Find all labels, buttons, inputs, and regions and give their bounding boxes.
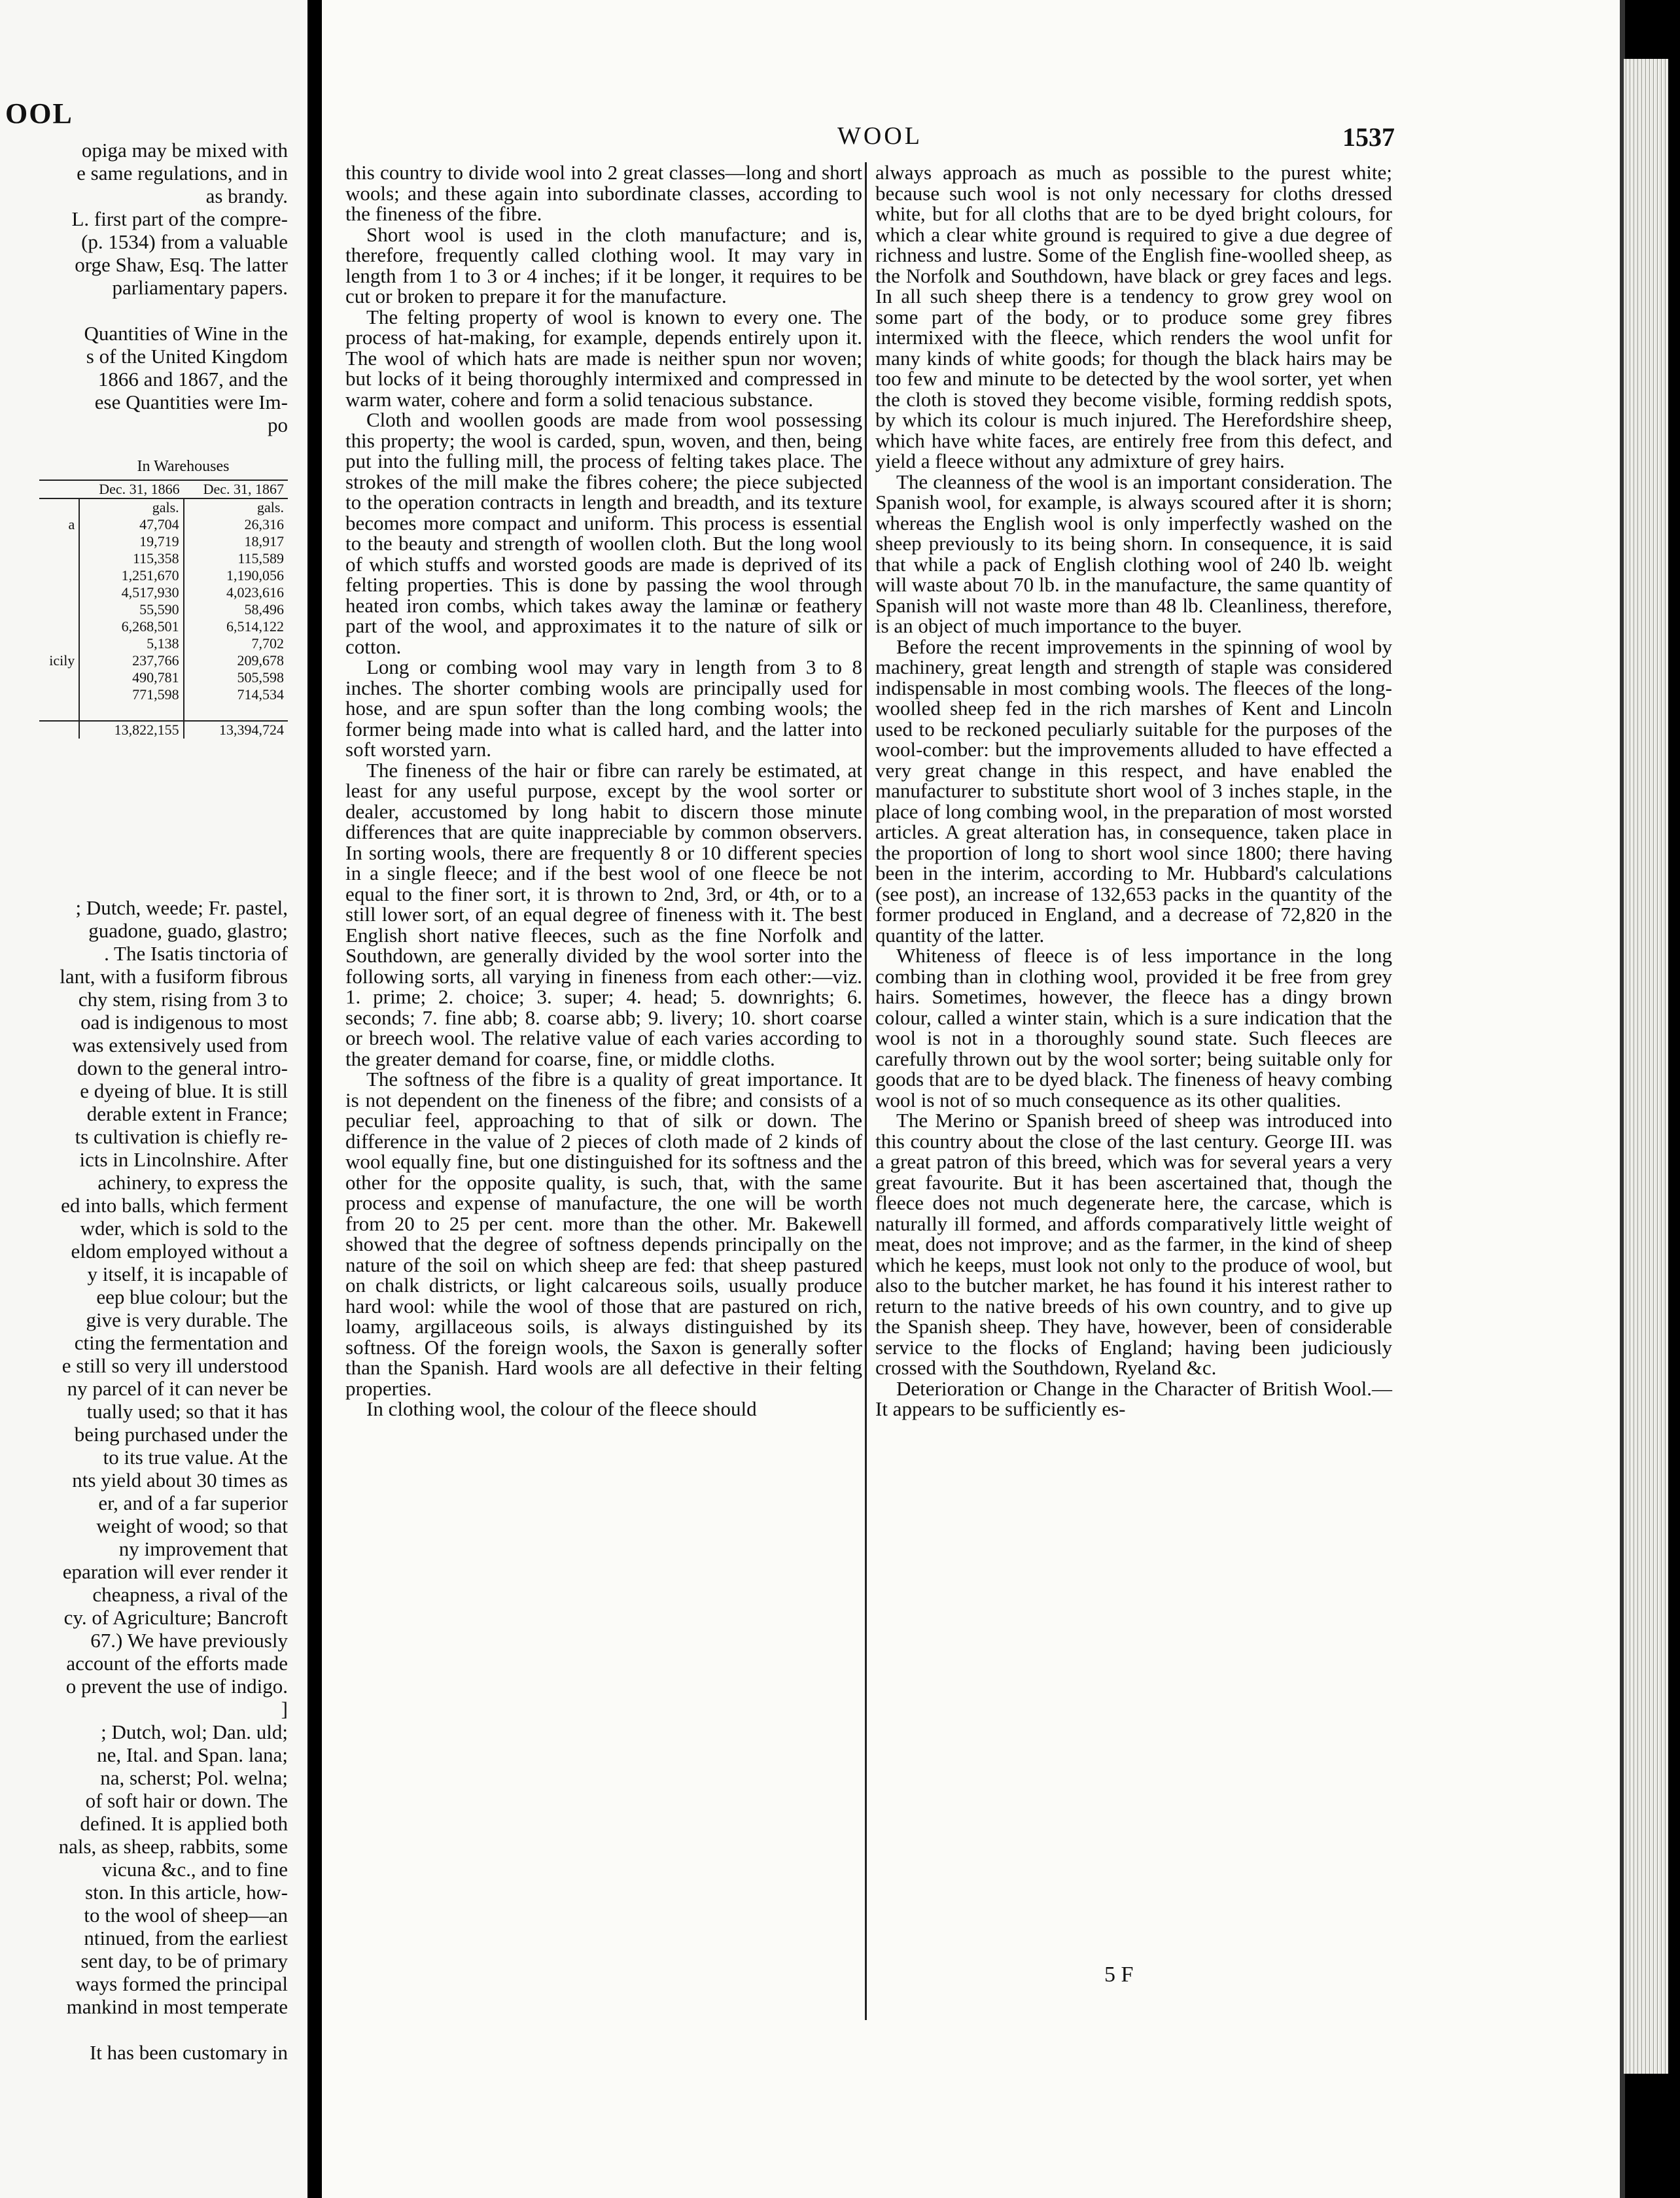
text-line: guadone, guado, glastro; [88, 919, 288, 942]
text-line: ne, Ital. and Span. lana; [97, 1743, 288, 1766]
value-1866: 237,766 [79, 652, 183, 669]
text-line: eparation will ever render it [62, 1560, 288, 1583]
value-1866: 115,358 [79, 550, 183, 567]
row-label [39, 721, 79, 739]
text-line: vicuna &c., and to fine [101, 1858, 288, 1881]
text-line: po [268, 413, 288, 436]
running-title: WOOL [837, 122, 922, 150]
value-1866: 1,251,670 [79, 567, 183, 584]
paragraph: Before the recent improvements in the spinning of wool by machinery, great length and strength of staple was considered indispensable in most combing wools. The fleeces of the long-woolled sheep fed in the rich marshes of Kent and Lincoln used to be reckoned peculiarly suitable for the purposes of the wool-comber: but the improvements alluded to have effected a very great change in this respect, and have enabled the manufacturer to substitute short wool of 3 inches staple, in the place of long combing wool, in the preparation of most worsted articles. A great alteration has, in consequence, taken place in the proportion of long to short wool since 1800; there having been in the interim, according to Mr. Hubbard's calculations (see post), an increase of 132,653 packs in the quantity of the former produced in England, and a decrease of 72,820 in the quantity of the latter. [875, 635, 1392, 947]
text-line: ese Quantities were Im- [94, 391, 288, 413]
header-1867: Dec. 31, 1867 [184, 480, 288, 498]
unit-cell: gals. [79, 498, 183, 516]
text-line: ways formed the principal [75, 1972, 288, 1995]
text-line: 1866 and 1867, and the [97, 368, 288, 391]
table-row [39, 550, 288, 567]
text-line: ston. In this article, how- [85, 1881, 288, 1904]
gutter [307, 0, 322, 2198]
text-line: tually used; so that it has [86, 1400, 288, 1423]
row-label-header [39, 480, 79, 498]
warehouse-body [39, 498, 288, 739]
text-line: y itself, it is incapable of [87, 1263, 288, 1285]
table-row [39, 635, 288, 652]
text-line: ed into balls, which ferment [61, 1194, 288, 1217]
text-line: being purchased under the [74, 1423, 288, 1446]
paragraph: The Merino or Spanish breed of sheep was introduced into this country about the close of the last century. George III. was a great patron of this breed, which was for several years a very great favourite. But it has been ascertained that, though the fleece does not much degenerate here, the carcase, which is naturally ill formed, and affords comparatively little weight of meat, does not improve; and as the farmer, in the kind of sheep which he keeps, must look not only to the produce of wool, but also to the butcher market, he has found it his interest rather to return to the native breeds of his own country, and to give up the Spanish sheep. They have, however, been of considerable service to the flocks of England; having been judiciously crossed with the Southdown, Ryeland &c. [875, 1109, 1392, 1379]
text-line: parliamentary papers. [112, 276, 288, 299]
row-label [39, 686, 79, 703]
text-line: s of the United Kingdom [86, 345, 288, 368]
text-line: e still so very ill understood [61, 1354, 288, 1377]
row-label [39, 635, 79, 652]
value-1867: 26,316 [184, 516, 288, 533]
value-1867: 1,190,056 [184, 567, 288, 584]
text-line: It has been customary in [89, 2041, 288, 2064]
paragraph: Short wool is used in the cloth manufacture; and is, therefore, frequently called clothing wool. It may vary in length from 1 to 3 or 4 inches; if it be longer, it requires to be cut or broken to prepare it for the manufacture. [345, 222, 862, 307]
text-line: down to the general intro- [77, 1056, 288, 1079]
page-number: 1537 [1342, 122, 1395, 152]
warehouse-table [39, 458, 288, 739]
text-line: mankind in most temperate [66, 1995, 288, 2018]
value-1867: 505,598 [184, 669, 288, 686]
value-1867: 7,702 [184, 635, 288, 652]
table-row [39, 567, 288, 584]
text-line: cheapness, a rival of the [92, 1583, 288, 1606]
value-1866 [79, 703, 183, 721]
text-line: was extensively used from [72, 1034, 288, 1056]
left-page-text-top [0, 139, 288, 436]
warehouse-title: In Warehouses [137, 458, 230, 475]
unit-cell: gals. [184, 498, 288, 516]
text-line [0, 2018, 288, 2041]
text-line: achinery, to express the [97, 1171, 288, 1194]
text-line: to its true value. At the [103, 1446, 288, 1469]
value-1867: 13,394,724 [184, 721, 288, 739]
text-line: icts in Lincolnshire. After [79, 1148, 288, 1171]
text-line: to the wool of sheep—an [84, 1904, 288, 1927]
value-1866: 55,590 [79, 601, 183, 618]
paragraph: The cleanness of the wool is an important consideration. The Spanish wool, for example, is always scoured after it is shorn; whereas the English wool is only imperfectly washed on the sheep previously to its being shorn. In consequence, it is said that while a pack of English clothing wool of 240 lb. weight will waste about 70 lb. in the manufacture, the same quantity of Spanish will not waste more than 48 lb. Cleanliness, therefore, is an object of much importance to the buyer. [875, 470, 1392, 637]
text-line: cy. of Agriculture; Bancroft [63, 1606, 288, 1629]
text-line: orge Shaw, Esq. The latter [75, 253, 288, 276]
text-line: chy stem, rising from 3 to [78, 988, 288, 1011]
text-column-right [875, 162, 1392, 1420]
text-line: as brandy. [205, 184, 288, 207]
value-1866: 19,719 [79, 533, 183, 550]
left-page [0, 0, 307, 2198]
table-row [39, 652, 288, 669]
warehouse-grid [39, 480, 288, 739]
table-row [39, 584, 288, 601]
row-label: a [68, 516, 75, 532]
value-1866: 47,704 [79, 516, 183, 533]
table-row [39, 533, 288, 550]
table-row [39, 498, 288, 516]
row-label [39, 618, 79, 635]
text-line: eep blue colour; but the [96, 1285, 288, 1308]
table-row [39, 601, 288, 618]
text-line: weight of wood; so that [96, 1514, 288, 1537]
row-label [39, 601, 79, 618]
text-line: of soft hair or down. The [85, 1789, 288, 1812]
text-line: give is very durable. The [86, 1308, 288, 1331]
text-line: defined. It is applied both [80, 1812, 288, 1835]
column-rule [865, 162, 867, 2020]
paragraph: Long or combing wool may vary in length from 3 to 8 inches. The shorter combing wools are principally used for hose, and are spun softer than the long combing wools; the former being made into what is called hard, and the latter into soft worsted yarn. [345, 655, 862, 761]
paragraph: always approach as much as possible to the purest white; because such wool is not only necessary for cloths dressed white, but for all cloths that are to be dyed bright colours, for which a clear white ground is required to give a due degree of richness and lustre. Some of the English fine-woolled sheep, as the Norfolk and Southdown, have black or grey faces and legs. In all such sheep there is a tendency to grow grey wool on some part of the body, or to produce some grey fibres intermixed with the fleece, which renders the wool unfit for many kinds of white goods; for though the black hairs may be too few and minute to be detected by the wool sorter, yet when the cloth is stoved they become visible, forming reddish spots, by which its colour is much injured. The Herefordshire sheep, which have white faces, are entirely free from this defect, and yield a fleece without any admixture of grey hairs. [875, 161, 1392, 472]
paragraph: Cloth and woollen goods are made from wool possessing this property; the wool is carded, spun, woven, and then, being put into the fulling mill, the process of felting takes place. The strokes of the mill make the fibres cohere; the piece subjected to the operation contracts in length and breadth, and its texture becomes more compact and uniform. This process is essential to the beauty and strength of woollen cloth. But the long wool of which stuffs and worsted goods are made is deprived of its felting properties. This is done by passing the wool through heated iron combs, which takes away the laminæ or feathery part of the wool, and approximates it to the nature of silk or cotton. [345, 408, 862, 658]
value-1866: 5,138 [79, 635, 183, 652]
value-1867: 714,534 [184, 686, 288, 703]
text-line: . The Isatis tinctoria of [104, 942, 288, 965]
text-line: o prevent the use of indigo. [65, 1675, 288, 1698]
paragraph: The felting property of wool is known to every one. The process of hat-making, for example, depends entirely upon it. The wool of which hats are made is neither spun nor woven; but locks of it being thoroughly intermixed and compressed in warm water, cohere and form a solid tenacious substance. [345, 305, 862, 411]
row-label [39, 669, 79, 686]
text-line: 67.) We have previously [90, 1629, 288, 1652]
text-line: account of the efforts made [66, 1652, 288, 1675]
text-line: cting the fermentation and [74, 1331, 288, 1354]
text-line: e same regulations, and in [77, 162, 288, 184]
row-label [39, 703, 79, 721]
text-line [0, 299, 288, 322]
text-line: opiga may be mixed with [81, 139, 288, 162]
left-page-text-bottom [0, 896, 288, 2064]
text-line: eldom employed without a [71, 1240, 288, 1263]
text-line: er, and of a far superior [98, 1492, 288, 1514]
table-row [39, 516, 288, 533]
value-1866: 771,598 [79, 686, 183, 703]
text-line: e dyeing of blue. It is still [80, 1079, 288, 1102]
value-1867: 18,917 [184, 533, 288, 550]
text-line: L. first part of the compre- [71, 207, 288, 230]
value-1867: 209,678 [184, 652, 288, 669]
value-1867: 115,589 [184, 550, 288, 567]
text-line: nals, as sheep, rabbits, some [58, 1835, 288, 1858]
text-line: ; Dutch, weede; Fr. pastel, [75, 896, 288, 919]
paragraph: The softness of the fibre is a quality of great importance. It is not dependent on the fineness of the fibre; and consists of a peculiar feel, approaching to that of silk or down. The difference in the value of 2 pieces of cloth made of 2 kinds of wool equally fine, but one distinguished for its softness and the other for the opposite quality, is such, that, with the same process and expense of manufacture, the one will be worth from 20 to 25 per cent. more than the other. Mr. Bakewell showed that the degree of softness depends principally on the nature of the soil on which sheep are fed: that sheep pastured on chalk districts, or light calcareous soils, usually produce hard wool: while the wool of those that are pastured on rich, loamy, argillaceous soils, is always distinguished by its softness. Of the foreign wools, the Saxon is generally softer than the Spanish. Hard wools are all defective in their felting properties. [345, 1068, 862, 1400]
text-line: ny parcel of it can never be [67, 1377, 288, 1400]
value-1867 [184, 703, 288, 721]
row-label [39, 498, 79, 516]
paragraph: this country to divide wool into 2 great classes—long and short wools; and these again into subordinate classes, according to the fineness of the fibre. [345, 161, 862, 225]
table-row [39, 618, 288, 635]
table-row [39, 686, 288, 703]
text-line: oad is indigenous to most [80, 1011, 288, 1034]
value-1867: 6,514,122 [184, 618, 288, 635]
paragraph: In clothing wool, the colour of the fleece should [366, 1397, 757, 1420]
table-row [39, 669, 288, 686]
value-1866: 4,517,930 [79, 584, 183, 601]
left-page-heading: OOL [5, 97, 73, 130]
text-line: lant, with a fusiform fibrous [60, 965, 288, 988]
paragraph: Deterioration or Change in the Character of British Wool.—It appears to be sufficiently es- [875, 1376, 1392, 1420]
value-1866: 13,822,155 [79, 721, 183, 739]
text-line: nts yield about 30 times as [72, 1469, 288, 1492]
text-line: wder, which is sold to the [80, 1217, 288, 1240]
paragraph: Whiteness of fleece is of less importance in the long combing than in clothing wool, provided it be free from grey hairs. Sometimes, however, the fleece has a dingy brown colour, called a winter stain, which is a sure indication that the wool is not in a thoroughly sound state. Such fleeces are carefully thrown out by the wool sorter; being suitable only for goods that are to be dyed black. The fineness of heavy combing wool is not of so much consequence as its other qualities. [875, 944, 1392, 1111]
text-line: Quantities of Wine in the [84, 322, 288, 345]
table-row [39, 703, 288, 721]
text-line: na, scherst; Pol. welna; [100, 1766, 288, 1789]
text-line: ] [281, 1698, 288, 1720]
table-row [39, 721, 288, 739]
row-label [39, 567, 79, 584]
signature-mark: 5 F [1104, 1962, 1134, 1987]
row-label [39, 550, 79, 567]
value-1867: 4,023,616 [184, 584, 288, 601]
text-line: ts cultivation is chiefly re- [75, 1125, 288, 1148]
value-1867: 58,496 [184, 601, 288, 618]
header-1866: Dec. 31, 1866 [79, 480, 183, 498]
text-column-left [345, 162, 862, 1420]
paragraph: The fineness of the hair or fibre can rarely be estimated, at least for any useful purpose, except by the wool sorter or dealer, accustomed by long habit to discern those minute differences that are quite inappreciable by common observers. In sorting wools, there are frequently 8 or 10 different species in a single fleece; and if the best wool of one fleece be not equal to the finer sort, it is thrown to 2nd, 3rd, or 4th, or to a still lower sort, of an equal degree of fineness with it. The best English short native fleeces, such as the fine Norfolk and Southdown, are generally divided by the wool sorter into the following sorts, all varying in fineness from each other:—viz. 1. prime; 2. choice; 3. super; 4. head; 5. downrights; 6. seconds; 7. fine abb; 8. coarse abb; 9. livery; 10. short coarse or breech wool. The relative value of each varies according to the greater demand for coarse, fine, or middle cloths. [345, 758, 862, 1070]
value-1866: 6,268,501 [79, 618, 183, 635]
text-line: sent day, to be of primary [80, 1949, 288, 1972]
text-line: (p. 1534) from a valuable [81, 230, 288, 253]
text-line: ; Dutch, wol; Dan. uld; [101, 1720, 288, 1743]
value-1866: 490,781 [79, 669, 183, 686]
text-line: ntinued, from the earliest [84, 1927, 288, 1949]
row-label [39, 533, 79, 550]
page-edges [1624, 59, 1668, 2074]
text-line: derable extent in France; [86, 1102, 288, 1125]
row-label: icily [49, 652, 75, 669]
text-line: ny improvement that [118, 1537, 288, 1560]
row-label [39, 584, 79, 601]
